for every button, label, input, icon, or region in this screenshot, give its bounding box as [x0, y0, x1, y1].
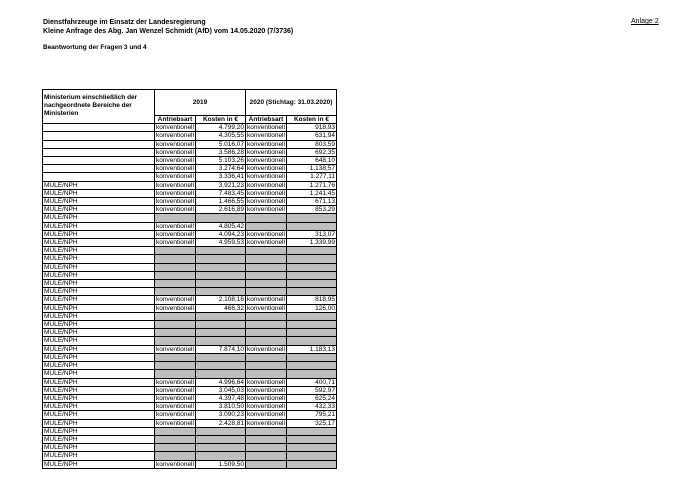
- drive-type-2020-cell: konventionell: [247, 378, 285, 386]
- ministry-cell: MULE/NPH: [43, 345, 155, 353]
- ministry-cell: [43, 165, 155, 173]
- ministry-cell: MULE/NPH: [43, 222, 155, 230]
- drive-type-2019-cell: konventionell: [156, 165, 194, 173]
- cost-2019-cell: 2.108,16: [196, 296, 246, 304]
- drive-type-2019-cell: konventionell: [156, 206, 194, 214]
- cost-2019-cell: [196, 362, 246, 370]
- drive-type-2020-cell: konventionell: [247, 148, 285, 156]
- table-row: [43, 255, 337, 263]
- cost-2019-cell: [196, 370, 246, 378]
- ministry-cell: MULE/NPH: [43, 460, 155, 468]
- drive-type-2020-cell: konventionell: [247, 304, 285, 312]
- cost-2020-cell: [287, 353, 337, 361]
- ministry-cell: MULE/NPH: [43, 394, 155, 402]
- cost-2020-cell: 400,71: [287, 378, 337, 386]
- drive-type-2019-cell: konventionell: [156, 230, 194, 238]
- cost-2020-cell: [287, 435, 337, 443]
- cost-2020-cell: [287, 271, 337, 279]
- year-2020-header: 2020 (Stichtag: 31.03.2020): [246, 90, 337, 116]
- cost-2019-cell: [196, 435, 246, 443]
- cost-2019-cell: 3.586,28: [196, 148, 246, 156]
- year-2019-header: 2019: [155, 90, 246, 116]
- drive-type-2020-cell: konventionell: [247, 140, 285, 148]
- drive-type-2020-cell: konventionell: [247, 411, 285, 419]
- table-row: [43, 394, 337, 402]
- document-title: Dienstfahrzeuge im Einsatz der Landesregierung: [43, 19, 206, 26]
- drive-type-2020-cell: [246, 271, 287, 279]
- ministry-cell: MULE/NPH: [43, 386, 155, 394]
- drive-type-2019-cell: konventionell: [156, 124, 194, 132]
- cost-2019-cell: [196, 280, 246, 288]
- cost-2019-cell: 1.509,50: [196, 460, 246, 468]
- table-row: [43, 198, 337, 206]
- ministry-cell: MULE/NPH: [43, 411, 155, 419]
- drive-type-2019-cell: [155, 280, 196, 288]
- cost-2019-cell: [196, 329, 246, 337]
- ministry-cell: MULE/NPH: [43, 189, 155, 197]
- ministry-cell: MULE/NPH: [43, 214, 155, 222]
- drive-type-2019-cell: [155, 288, 196, 296]
- cost-2020-cell: [287, 460, 337, 468]
- drive-type-2020-cell: konventionell: [247, 165, 285, 173]
- ministry-cell: MULE/NPH: [43, 280, 155, 288]
- table-row: [43, 345, 337, 353]
- ministry-column-header: Ministerium einschließlich der nachgeordnete Bereiche der Ministerien: [43, 90, 155, 124]
- drive-type-2019-cell: [155, 271, 196, 279]
- cost-2019-cell: [196, 255, 246, 263]
- cost-2020-cell: [287, 329, 337, 337]
- drive-type-2020-cell: konventionell: [247, 394, 285, 402]
- table-row: [43, 173, 337, 181]
- cost-2020-cell: 692,35: [287, 148, 337, 156]
- drive-type-2019-cell: konventionell: [156, 239, 194, 247]
- cost-header-2019: Kosten in €: [196, 116, 246, 124]
- drive-type-2020-cell: [246, 214, 287, 222]
- cost-2019-cell: [196, 288, 246, 296]
- ministry-cell: MULE/NPH: [43, 271, 155, 279]
- cost-2020-cell: 803,59: [287, 140, 337, 148]
- cost-2020-cell: [287, 337, 337, 345]
- drive-type-2020-cell: [246, 263, 287, 271]
- cost-2020-cell: [287, 214, 337, 222]
- ministry-cell: MULE/NPH: [43, 444, 155, 452]
- table-row: [43, 419, 337, 427]
- cost-2019-cell: 7.483,45: [196, 189, 246, 197]
- table-row: [43, 132, 337, 140]
- drive-type-2020-cell: [246, 460, 287, 468]
- ministry-cell: MULE/NPH: [43, 239, 155, 247]
- cost-2019-cell: 4.996,64: [196, 378, 246, 386]
- table-row: [43, 239, 337, 247]
- ministry-cell: MULE/NPH: [43, 296, 155, 304]
- drive-type-2019-cell: konventionell: [156, 140, 194, 148]
- cost-2019-cell: [196, 247, 246, 255]
- drive-type-2020-cell: [246, 435, 287, 443]
- cost-2019-cell: 3.336,41: [196, 173, 246, 181]
- table-row: [43, 370, 337, 378]
- cost-2020-cell: [287, 312, 337, 320]
- cost-2019-cell: 4.799,20: [196, 124, 246, 132]
- cost-2019-cell: [196, 312, 246, 320]
- ministry-cell: MULE/NPH: [43, 288, 155, 296]
- ministry-cell: MULE/NPH: [43, 329, 155, 337]
- table-row: [43, 378, 337, 386]
- cost-2019-cell: [196, 353, 246, 361]
- drive-type-2020-cell: konventionell: [247, 132, 285, 140]
- drive-type-2019-cell: [155, 263, 196, 271]
- ministry-cell: [43, 132, 155, 140]
- cost-2019-cell: 4.959,53: [196, 239, 246, 247]
- drive-type-2019-cell: [155, 321, 196, 329]
- drive-type-2020-cell: [246, 321, 287, 329]
- ministry-cell: [43, 148, 155, 156]
- ministry-cell: MULE/NPH: [43, 263, 155, 271]
- ministry-cell: MULE/NPH: [43, 452, 155, 460]
- drive-type-2020-cell: [246, 353, 287, 361]
- cost-2020-cell: 126,00: [287, 304, 337, 312]
- table-row: [43, 222, 337, 230]
- cost-2020-cell: [287, 452, 337, 460]
- ministry-cell: MULE/NPH: [43, 312, 155, 320]
- drive-type-2020-cell: konventionell: [247, 198, 285, 206]
- cost-2020-cell: [287, 444, 337, 452]
- drive-type-2020-cell: konventionell: [247, 173, 285, 181]
- cost-2019-cell: 7.874,10: [196, 345, 246, 353]
- cost-2020-cell: 325,17: [287, 419, 337, 427]
- table-row: [43, 312, 337, 320]
- drive-type-2019-cell: konventionell: [156, 419, 194, 427]
- ministry-cell: [43, 157, 155, 165]
- cost-2020-cell: 625,24: [287, 394, 337, 402]
- drive-type-2020-cell: [246, 255, 287, 263]
- table-row: [43, 296, 337, 304]
- answer-subtitle: Beantwortung der Fragen 3 und 4: [43, 44, 147, 51]
- cost-2020-cell: 432,33: [287, 403, 337, 411]
- table-row: [43, 353, 337, 361]
- drive-type-2019-cell: [155, 255, 196, 263]
- ministry-cell: MULE/NPH: [43, 198, 155, 206]
- drive-type-2019-cell: konventionell: [156, 198, 194, 206]
- ministry-cell: MULE/NPH: [43, 321, 155, 329]
- drive-type-2019-cell: konventionell: [156, 157, 194, 165]
- cost-2020-cell: 313,07: [287, 230, 337, 238]
- cost-2020-cell: 818,95: [287, 296, 337, 304]
- cost-2020-cell: [287, 222, 337, 230]
- drive-type-2019-cell: konventionell: [156, 296, 194, 304]
- drive-type-2020-cell: [246, 427, 287, 435]
- drive-type-2020-cell: konventionell: [247, 386, 285, 394]
- ministry-cell: MULE/NPH: [43, 403, 155, 411]
- ministry-cell: MULE/NPH: [43, 353, 155, 361]
- ministry-cell: MULE/NPH: [43, 370, 155, 378]
- cost-2019-cell: 3.921,23: [196, 181, 246, 189]
- cost-2020-cell: 1.241,45: [287, 189, 337, 197]
- drive-type-2020-cell: konventionell: [247, 345, 285, 353]
- table-row: [43, 444, 337, 452]
- drive-type-2020-cell: [246, 370, 287, 378]
- ministry-cell: MULE/NPH: [43, 181, 155, 189]
- table-row: [43, 230, 337, 238]
- drive-type-2019-cell: konventionell: [156, 378, 194, 386]
- cost-2020-cell: [287, 427, 337, 435]
- table-row: [43, 304, 337, 312]
- drive-type-2020-cell: konventionell: [247, 296, 285, 304]
- drive-type-2019-cell: [155, 247, 196, 255]
- ministry-cell: MULE/NPH: [43, 378, 155, 386]
- cost-2020-cell: [287, 362, 337, 370]
- drive-type-2019-cell: konventionell: [156, 304, 194, 312]
- cost-2020-cell: [287, 247, 337, 255]
- table-row: [43, 452, 337, 460]
- drive-type-2020-cell: [246, 452, 287, 460]
- drive-type-2020-cell: [246, 337, 287, 345]
- cost-2020-cell: [287, 255, 337, 263]
- cost-2019-cell: 5.103,26: [196, 157, 246, 165]
- drive-type-2020-cell: konventionell: [247, 419, 285, 427]
- drive-type-2019-cell: [155, 312, 196, 320]
- cost-2020-cell: 795,21: [287, 411, 337, 419]
- drive-type-2019-cell: konventionell: [156, 345, 194, 353]
- cost-2020-cell: [287, 370, 337, 378]
- table-row: [43, 189, 337, 197]
- drive-type-2019-cell: [155, 427, 196, 435]
- cost-2019-cell: 3.274,64: [196, 165, 246, 173]
- drive-type-2019-cell: [155, 337, 196, 345]
- table-row: [43, 386, 337, 394]
- table-row: [43, 124, 337, 132]
- cost-header-2020: Kosten in €: [287, 116, 337, 124]
- cost-2019-cell: [196, 452, 246, 460]
- drive-type-2019-cell: [155, 214, 196, 222]
- table-row: [43, 157, 337, 165]
- table-row: [43, 165, 337, 173]
- drive-type-2020-cell: [246, 444, 287, 452]
- ministry-cell: MULE/NPH: [43, 419, 155, 427]
- cost-2020-cell: 853,29: [287, 206, 337, 214]
- drive-type-2019-cell: [155, 329, 196, 337]
- ministry-cell: [43, 140, 155, 148]
- table-row: [43, 435, 337, 443]
- drive-type-header-2019: Antriebsart: [155, 116, 196, 124]
- ministry-cell: MULE/NPH: [43, 230, 155, 238]
- drive-type-2019-cell: konventionell: [156, 411, 194, 419]
- drive-type-2020-cell: [246, 280, 287, 288]
- table-row: [43, 271, 337, 279]
- cost-2019-cell: [196, 214, 246, 222]
- ministry-cell: [43, 124, 155, 132]
- drive-type-header-2020: Antriebsart: [246, 116, 287, 124]
- cost-2020-cell: 1.138,57: [287, 165, 337, 173]
- cost-2019-cell: [196, 263, 246, 271]
- drive-type-2020-cell: [246, 312, 287, 320]
- cost-2019-cell: [196, 427, 246, 435]
- table-row: [43, 280, 337, 288]
- cost-2020-cell: [287, 263, 337, 271]
- drive-type-2019-cell: konventionell: [156, 403, 194, 411]
- document-inquiry: Kleine Anfrage des Abg. Jan Wenzel Schmidt (AfD) vom 14.05.2020 (7/3736): [43, 28, 294, 35]
- cost-2019-cell: 4.805,42: [196, 222, 246, 230]
- table-body: [43, 124, 337, 469]
- cost-2019-cell: 2.616,89: [196, 206, 246, 214]
- cost-2020-cell: 1.277,11: [287, 173, 337, 181]
- cost-2020-cell: 1.271,76: [287, 181, 337, 189]
- drive-type-2019-cell: [155, 452, 196, 460]
- drive-type-2020-cell: konventionell: [247, 124, 285, 132]
- cost-2019-cell: 5.016,07: [196, 140, 246, 148]
- drive-type-2019-cell: konventionell: [156, 222, 194, 230]
- table-row: [43, 263, 337, 271]
- table-row: [43, 288, 337, 296]
- cost-2020-cell: 648,10: [287, 157, 337, 165]
- ministry-cell: MULE/NPH: [43, 255, 155, 263]
- cost-2019-cell: 1.466,55: [196, 198, 246, 206]
- cost-2020-cell: 671,13: [287, 198, 337, 206]
- ministry-cell: MULE/NPH: [43, 337, 155, 345]
- table-row: [43, 427, 337, 435]
- cost-2020-cell: 918,93: [287, 124, 337, 132]
- ministry-cell: MULE/NPH: [43, 362, 155, 370]
- drive-type-2019-cell: konventionell: [156, 181, 194, 189]
- table-row: [43, 206, 337, 214]
- drive-type-2020-cell: [246, 329, 287, 337]
- table-row: [43, 321, 337, 329]
- drive-type-2020-cell: [246, 288, 287, 296]
- ministry-cell: [43, 173, 155, 181]
- table-row: [43, 362, 337, 370]
- cost-2019-cell: 3.810,50: [196, 403, 246, 411]
- cost-2019-cell: 3.090,23: [196, 411, 246, 419]
- drive-type-2019-cell: konventionell: [156, 394, 194, 402]
- cost-2019-cell: 2.428,81: [196, 419, 246, 427]
- drive-type-2020-cell: konventionell: [247, 403, 285, 411]
- table-row: [43, 148, 337, 156]
- ministry-cell: MULE/NPH: [43, 435, 155, 443]
- cost-2020-cell: [287, 321, 337, 329]
- drive-type-2019-cell: konventionell: [156, 132, 194, 140]
- table-row: [43, 337, 337, 345]
- cost-2019-cell: 3.045,03: [196, 386, 246, 394]
- drive-type-2019-cell: [155, 362, 196, 370]
- drive-type-2020-cell: [246, 247, 287, 255]
- cost-2020-cell: 1.183,13: [287, 345, 337, 353]
- cost-2019-cell: 4.397,48: [196, 394, 246, 402]
- cost-2019-cell: [196, 321, 246, 329]
- table-row: [43, 247, 337, 255]
- cost-2020-cell: [287, 280, 337, 288]
- ministry-cell: MULE/NPH: [43, 206, 155, 214]
- cost-2020-cell: 592,97: [287, 386, 337, 394]
- cost-2020-cell: 1.339,99: [287, 239, 337, 247]
- drive-type-2019-cell: konventionell: [156, 460, 194, 468]
- drive-type-2020-cell: [246, 362, 287, 370]
- drive-type-2019-cell: [155, 435, 196, 443]
- vehicle-cost-table: [42, 89, 337, 469]
- ministry-cell: MULE/NPH: [43, 427, 155, 435]
- drive-type-2020-cell: konventionell: [247, 206, 285, 214]
- annex-label: Anlage 2: [631, 18, 659, 25]
- table-row: [43, 140, 337, 148]
- cost-2019-cell: [196, 444, 246, 452]
- drive-type-2019-cell: konventionell: [156, 148, 194, 156]
- table-row: [43, 411, 337, 419]
- drive-type-2019-cell: [155, 444, 196, 452]
- table-row: [43, 329, 337, 337]
- drive-type-2020-cell: [246, 222, 287, 230]
- cost-2019-cell: 4.094,23: [196, 230, 246, 238]
- cost-2020-cell: [287, 288, 337, 296]
- cost-2019-cell: [196, 337, 246, 345]
- table-row: [43, 214, 337, 222]
- drive-type-2019-cell: [155, 353, 196, 361]
- cost-2020-cell: 631,94: [287, 132, 337, 140]
- drive-type-2020-cell: konventionell: [247, 157, 285, 165]
- ministry-cell: MULE/NPH: [43, 304, 155, 312]
- document-header: [43, 18, 293, 36]
- drive-type-2020-cell: konventionell: [247, 189, 285, 197]
- drive-type-2019-cell: konventionell: [156, 189, 194, 197]
- drive-type-2020-cell: konventionell: [247, 230, 285, 238]
- drive-type-2019-cell: [155, 370, 196, 378]
- drive-type-2020-cell: konventionell: [247, 239, 285, 247]
- table-row: [43, 403, 337, 411]
- cost-2019-cell: 4.305,55: [196, 132, 246, 140]
- drive-type-2020-cell: konventionell: [247, 181, 285, 189]
- ministry-cell: MULE/NPH: [43, 247, 155, 255]
- table-row: [43, 460, 337, 468]
- drive-type-2019-cell: konventionell: [156, 173, 194, 181]
- drive-type-2019-cell: konventionell: [156, 386, 194, 394]
- table-row: [43, 181, 337, 189]
- cost-2019-cell: 466,32: [196, 304, 246, 312]
- cost-2019-cell: [196, 271, 246, 279]
